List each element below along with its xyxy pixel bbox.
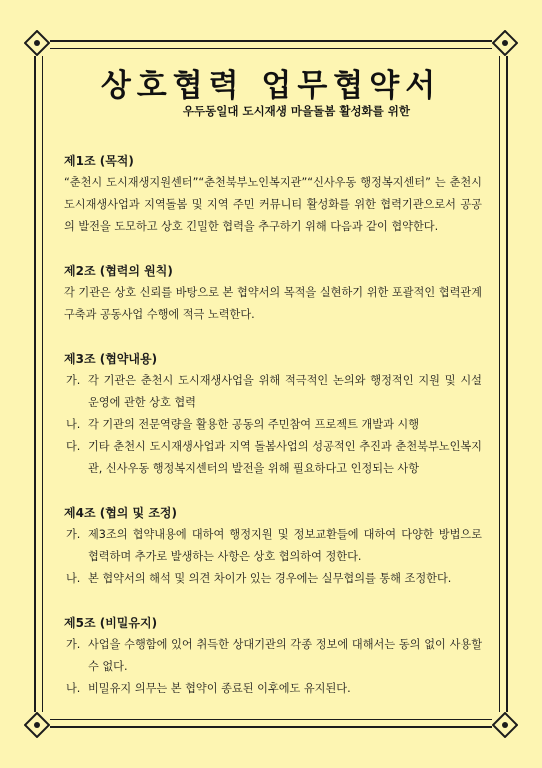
spacer [64, 590, 482, 612]
document-title: 상호협력 업무협약서 [100, 68, 442, 104]
list-item [64, 678, 482, 700]
list-item [64, 568, 482, 590]
item-marker: 다. [66, 440, 81, 453]
article-4 [64, 502, 482, 590]
item-marker: 가. [66, 638, 81, 651]
article-title: 제5조 (비밀유지) [64, 616, 158, 630]
corner-ornament-top-left [24, 30, 50, 56]
article-title: 제1조 (목적) [64, 154, 134, 168]
item-text: 각 기관의 전문역량을 활용한 공동의 주민참여 프로젝트 개발과 시행 [88, 418, 420, 431]
article-item-list [64, 524, 482, 590]
corner-ornament-bottom-right [492, 712, 518, 738]
article-3 [64, 348, 482, 480]
spacer [64, 238, 482, 260]
item-marker: 가. [66, 374, 81, 387]
item-text: 기타 춘천시 도시재생사업과 지역 돌봄사업의 성공적인 추진과 춘천북부노인복지관, 신사우동 행정복지센터의 발전을 위해 필요하다고 인정되는 사항 [88, 440, 482, 475]
item-marker: 나. [66, 418, 81, 431]
article-1 [64, 150, 482, 238]
article-title: 제4조 (협의 및 조정) [64, 506, 177, 520]
list-item [64, 524, 482, 568]
list-item [64, 414, 482, 436]
article-text: “춘천시 도시재생지원센터”“춘천북부노인복지관”“신사우동 행정복지센터” 는 춘천시 도시재생사업과 지역돌봄 및 지역 주민 커뮤니티 활성화를 위한 협력기관으로서 공공의 발전을 도모하고 상호 긴밀한 협력을 추구하기 위해 다음과 같이 협약한다. [64, 176, 482, 233]
list-item [64, 370, 482, 414]
articles-body [64, 150, 482, 700]
corner-ornament-bottom-left [24, 712, 50, 738]
document-subtitle: 우두동일대 도시재생 마을돌봄 활성화를 위한 [182, 104, 410, 118]
article-item-list [64, 370, 482, 480]
item-marker: 가. [66, 528, 81, 541]
list-item [64, 436, 482, 480]
item-text: 비밀유지 의무는 본 협약이 종료된 이후에도 유지된다. [88, 682, 351, 695]
item-marker: 나. [66, 572, 81, 585]
item-marker: 나. [66, 682, 81, 695]
article-title: 제3조 (협약내용) [64, 352, 158, 366]
article-item-list [64, 634, 482, 700]
article-title: 제2조 (협력의 원칙) [64, 264, 173, 278]
spacer [64, 480, 482, 502]
spacer [64, 326, 482, 348]
item-text: 본 협약서의 해석 및 의견 차이가 있는 경우에는 실무협의를 통해 조정한다. [88, 572, 452, 585]
item-text: 사업을 수행함에 있어 취득한 상대기관의 각종 정보에 대해서는 동의 없이 사용할 수 없다. [88, 638, 482, 673]
list-item [64, 634, 482, 678]
article-2 [64, 260, 482, 326]
corner-ornament-top-right [492, 30, 518, 56]
article-text: 각 기관은 상호 신뢰를 바탕으로 본 협약서의 목적을 실현하기 위한 포괄적인 협력관계 구축과 공동사업 수행에 적극 노력한다. [64, 286, 482, 321]
article-5 [64, 612, 482, 700]
item-text: 각 기관은 춘천시 도시재생사업을 위해 적극적인 논의와 행정적인 지원 및 시설 운영에 관한 상호 협력 [88, 374, 482, 409]
item-text: 제3조의 협약내용에 대하여 행정지원 및 정보교환들에 대하여 다양한 방법으로 협력하며 추가로 발생하는 사항은 상호 협의하여 정한다. [88, 528, 482, 563]
